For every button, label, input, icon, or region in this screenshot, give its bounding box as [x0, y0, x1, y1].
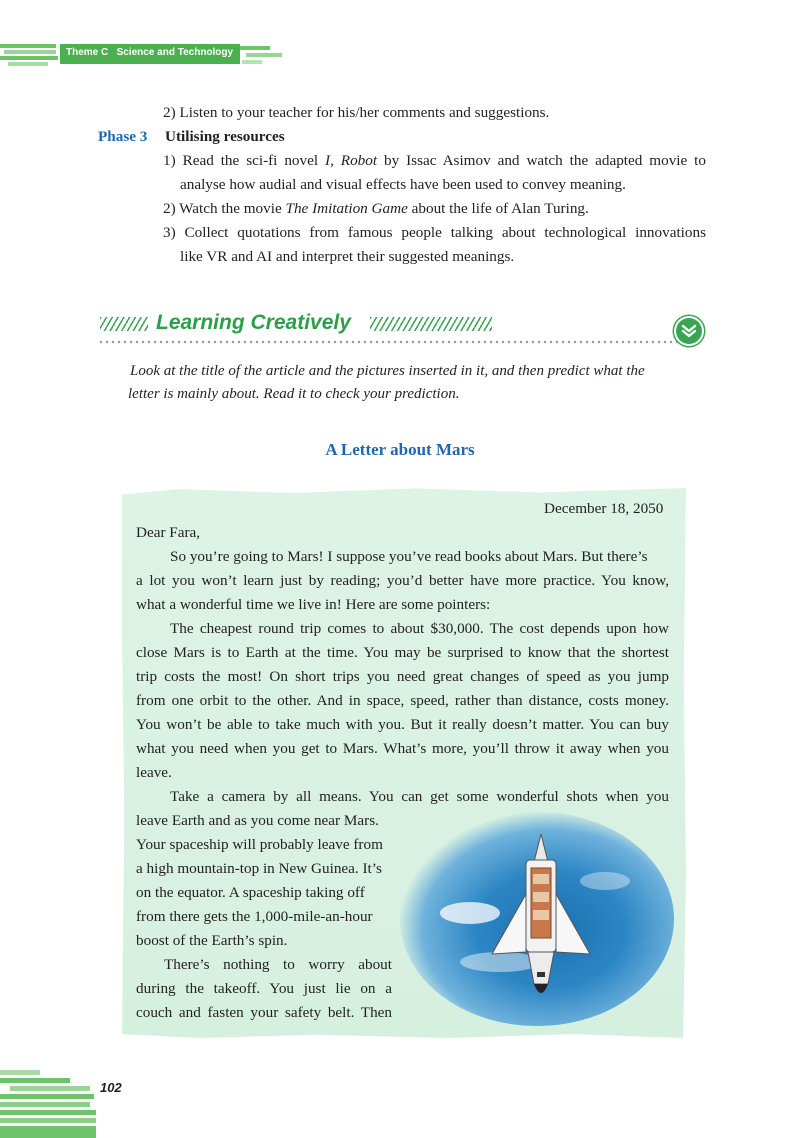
- phase3-item-3-line2: like VR and AI and interpret their suggested meanings.: [180, 248, 515, 265]
- shuttle-icon: [486, 834, 596, 1004]
- book-title: I, Robot: [325, 152, 378, 169]
- letter-line: couch and fasten your safety belt. Then: [136, 1004, 392, 1021]
- phase3-item-1-line2: analyse how audial and visual effects have been used to convey meaning.: [180, 176, 626, 193]
- header-subject: Science and Technology: [116, 47, 234, 58]
- letter-date: December 18, 2050: [544, 500, 664, 517]
- phase3-item-1: [163, 149, 706, 173]
- letter-line: during the takeoff. You just lie on a: [136, 980, 392, 997]
- section-hatch-right: [370, 317, 492, 331]
- phase3-item-3: 3) Collect quotations from famous people talking about technological innovations: [163, 224, 706, 241]
- letter-salutation: Dear Fara,: [136, 524, 201, 541]
- letter-line: trip costs the most! On short trips you need great changes of speed as you jump: [136, 668, 669, 685]
- header-theme-label: [66, 47, 233, 58]
- phase3-item-2-suffix: about the life of Alan Turing.: [407, 200, 589, 217]
- phase3-item-2-prefix: 2) Watch the movie: [163, 200, 286, 217]
- letter-line: a high mountain-top in New Guinea. It’s: [136, 860, 382, 877]
- letter-line: what a wonderful time we live in! Here are some pointers:: [136, 596, 491, 613]
- letter-line: on the equator. A spaceship taking off: [136, 884, 365, 901]
- phase2-item-2: 2) Listen to your teacher for his/her comments and suggestions.: [163, 104, 550, 121]
- space-shuttle-image: [400, 812, 674, 1026]
- footer-pixel-pattern: [0, 1070, 96, 1138]
- section-instruction-line1: Look at the title of the article and the pictures inserted in it, and then predict what the: [130, 363, 645, 379]
- chevron-down-icon: [676, 318, 702, 344]
- letter-line: The cheapest round trip comes to about $30,000. The cost depends upon how: [170, 620, 669, 637]
- letter-line: So you’re going to Mars! I suppose you’ve read books about Mars. But there’s: [170, 548, 648, 565]
- phase3-item-2: [163, 197, 589, 221]
- section-instruction-line2: letter is mainly about. Read it to check your prediction.: [128, 386, 460, 402]
- page-number: 102: [100, 1080, 122, 1095]
- phase3-item-1-suffix: by Issac Asimov and watch the adapted movie to: [377, 152, 706, 169]
- section-title: Learning Creatively: [156, 311, 351, 334]
- section-hatch-left: [100, 317, 148, 331]
- letter-line: leave.: [136, 764, 172, 781]
- letter-line: You won’t be able to take much with you. But it really doesn’t matter. You can buy: [136, 716, 669, 733]
- header-theme: Theme C: [66, 47, 109, 58]
- letter-line: boost of the Earth’s spin.: [136, 932, 288, 949]
- letter-line: close Mars is to Earth at the time. You may be surprised to know that the shortest: [136, 644, 669, 661]
- letter-line: Your spaceship will probably leave from: [136, 836, 383, 853]
- header-pixel-pattern-right: [240, 44, 286, 66]
- letter-line: from there gets the 1,000-mile-an-hour: [136, 908, 373, 925]
- section-dotted-rule: [98, 340, 678, 344]
- letter-line: a lot you won’t learn just by reading; you’d better have more practice. You know,: [136, 572, 669, 589]
- movie-title: The Imitation Game: [285, 200, 408, 217]
- letter-line: Take a camera by all means. You can get some wonderful shots when you: [170, 788, 669, 805]
- letter-line: what you need when you get to Mars. What’s more, you’ll throw it away when you: [136, 740, 669, 757]
- phase3-item-1-prefix: 1) Read the sci-fi novel: [163, 152, 326, 169]
- letter-line: There’s nothing to worry about: [164, 956, 392, 973]
- header-pixel-pattern-left: [0, 40, 60, 68]
- article-title: A Letter about Mars: [325, 440, 475, 459]
- phase3-title: Utilising resources: [165, 128, 285, 145]
- letter-line: from one orbit to the other. And in space, speed, rather than distance, costs money.: [136, 692, 669, 709]
- chevron-down-icon-svg: [676, 318, 702, 344]
- letter-line: leave Earth and as you come near Mars.: [136, 812, 379, 829]
- phase3-label: Phase 3: [98, 128, 148, 145]
